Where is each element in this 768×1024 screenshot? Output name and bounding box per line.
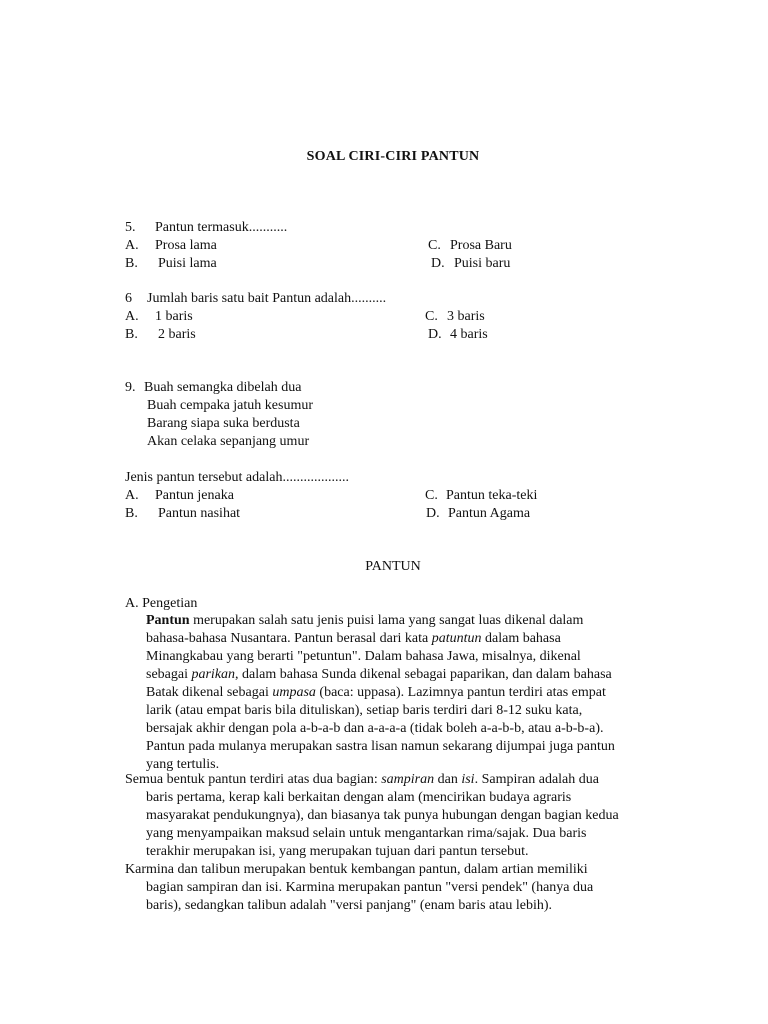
- option-c: 3 baris: [447, 309, 485, 324]
- poem-line: Barang siapa suka berdusta: [147, 416, 300, 431]
- question-text: Pantun termasuk...........: [155, 220, 288, 235]
- option-letter-a: A.: [125, 238, 139, 253]
- option-c: Prosa Baru: [450, 238, 512, 253]
- section-heading: A. Pengetian: [125, 596, 198, 611]
- poem-line: Akan celaka sepanjang umur: [147, 434, 310, 449]
- option-d: Pantun Agama: [448, 506, 531, 521]
- paragraph-line: Minangkabau yang berarti "petuntun". Dalam bahasa Jawa, misalnya, dikenal: [146, 649, 581, 664]
- option-b: Pantun nasihat: [158, 506, 241, 521]
- question-text: Jumlah baris satu bait Pantun adalah..........: [147, 291, 387, 306]
- paragraph-line: bahasa-bahasa Nusantara. Pantun berasal dari kata patuntun dalam bahasa: [146, 631, 561, 646]
- option-a: Prosa lama: [155, 238, 217, 253]
- paragraph-line: yang tertulis.: [146, 757, 220, 772]
- paragraph-line: Karmina dan talibun merupakan bentuk kembangan pantun, dalam artian memiliki: [125, 862, 588, 877]
- option-d: 4 baris: [450, 327, 488, 342]
- option-letter-d: D.: [431, 256, 445, 271]
- option-letter-c: C.: [425, 488, 438, 503]
- paragraph-structure: [125, 771, 619, 861]
- paragraph-line: bagian sampiran dan isi. Karmina merupakan pantun "versi pendek" (hanya dua: [146, 880, 594, 895]
- option-a: Pantun jenaka: [155, 488, 234, 503]
- paragraph-line: terakhir merupakan isi, yang merupakan tujuan dari pantun tersebut.: [146, 844, 529, 859]
- option-d: Puisi baru: [454, 256, 511, 271]
- option-letter-d: D.: [426, 506, 440, 521]
- option-letter-a: A.: [125, 309, 139, 324]
- option-letter-c: C.: [425, 309, 438, 324]
- option-c: Pantun teka-teki: [446, 488, 538, 503]
- option-letter-c: C.: [428, 238, 441, 253]
- option-a: 1 baris: [155, 309, 193, 324]
- paragraph-line: baris), sedangkan talibun adalah "versi panjang" (enam baris atau lebih).: [146, 898, 553, 913]
- paragraph-definition: [146, 612, 615, 774]
- question-number: 5.: [125, 220, 136, 235]
- bold-term: Pantun: [146, 613, 190, 628]
- paragraph-line: sebagai parikan, dalam bahasa Sunda dikenal sebagai paparikan, dan dalam bahasa: [146, 667, 612, 682]
- paragraph-line: yang menyampaikan maksud selain untuk mengantarkan rima/sajak. Dua baris: [146, 826, 587, 841]
- paragraph-line: baris pertama, kerap kali berkaitan dengan alam (mencirikan budaya agraris: [146, 790, 572, 805]
- paragraph-line: masyarakat pendukungnya), dan biasanya tak punya hubungan dengan bagian kedua: [146, 808, 619, 823]
- option-letter-a: A.: [125, 488, 139, 503]
- poem-line: Buah semangka dibelah dua: [144, 380, 302, 395]
- option-letter-d: D.: [428, 327, 442, 342]
- option-b: 2 baris: [158, 327, 196, 342]
- paragraph-line: Pantun pada mulanya merupakan sastra lisan namun sekarang dijumpai juga pantun: [146, 739, 615, 754]
- option-letter-b: B.: [125, 506, 138, 521]
- paragraph-line: larik (atau empat baris bila dituliskan), setiap baris terdiri dari 8-12 suku kata,: [146, 703, 583, 718]
- paragraph-variants: [125, 861, 593, 915]
- question-number: 6: [125, 291, 132, 306]
- poem-line: Buah cempaka jatuh kesumur: [147, 398, 314, 413]
- paragraph-line: Batak dikenal sebagai umpasa (baca: uppasa). Lazimnya pantun terdiri atas empat: [146, 685, 606, 700]
- option-letter-b: B.: [125, 256, 138, 271]
- paragraph-line: bersajak akhir dengan pola a-b-a-b dan a-a-a-a (tidak boleh a-a-b-b, atau a-b-b-a).: [146, 721, 604, 736]
- option-b: Puisi lama: [158, 256, 217, 271]
- article-heading: PANTUN: [365, 559, 421, 574]
- page-title: SOAL CIRI-CIRI PANTUN: [306, 149, 480, 164]
- option-letter-b: B.: [125, 327, 138, 342]
- paragraph-line: Pantun merupakan salah satu jenis puisi lama yang sangat luas dikenal dalam: [146, 613, 584, 628]
- paragraph-line: Semua bentuk pantun terdiri atas dua bagian: sampiran dan isi. Sampiran adalah dua: [125, 772, 599, 787]
- question-text: Jenis pantun tersebut adalah...................: [125, 470, 349, 485]
- question-number: 9.: [125, 380, 136, 395]
